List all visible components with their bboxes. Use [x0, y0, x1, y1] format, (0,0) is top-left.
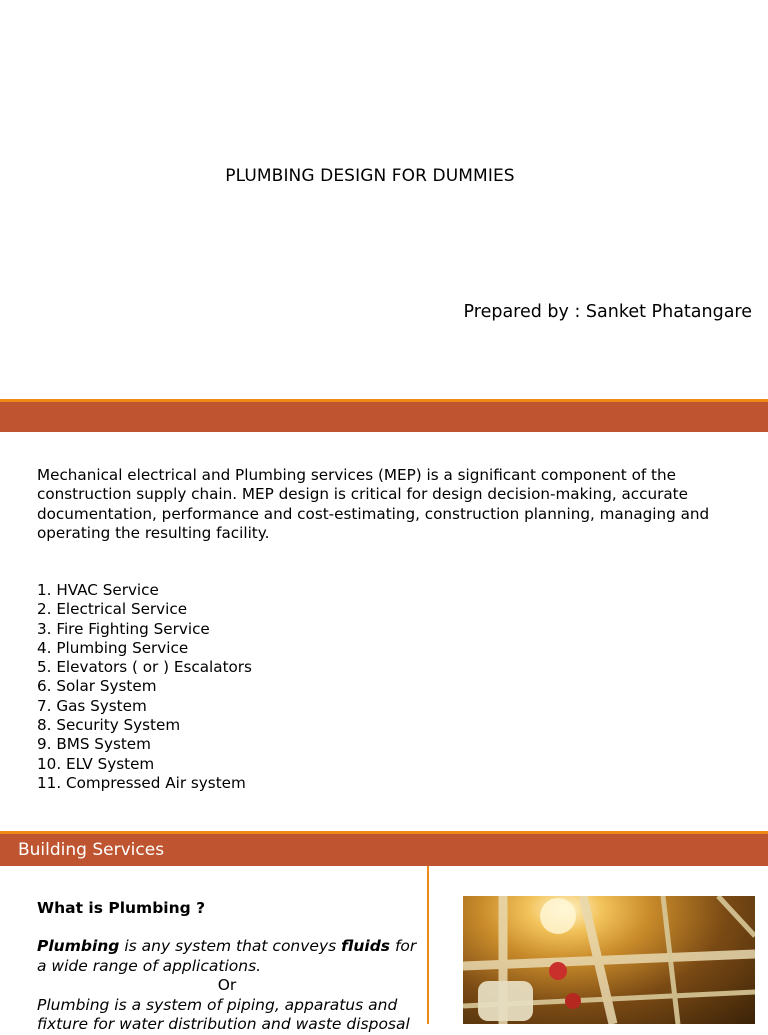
list-item: 7. Gas System: [37, 696, 147, 715]
mep-intro-paragraph: Mechanical electrical and Plumbing services (MEP) is a significant component of the construction supply chain. MEP design is critical for design decision-making, accurate documentation, performance and cost-estimating, construction planning, managing and operating the resulting facility.: [37, 466, 710, 542]
list-item: 3. Fire Fighting Service: [37, 619, 210, 638]
pipes-illustration: [463, 896, 755, 1024]
plumbing-definition: [37, 937, 417, 1035]
section-heading: Building Services: [18, 840, 165, 860]
list-item: 8. Security System: [37, 716, 181, 735]
slide-header-band: [0, 399, 768, 432]
author-line: Prepared by : Sanket Phatangare: [463, 302, 752, 322]
definition-text: is any system that conveys: [119, 937, 342, 955]
column-divider: [427, 866, 429, 1024]
plumbing-photo: [463, 896, 755, 1024]
services-list: [37, 581, 252, 793]
list-item: 2. Electrical Service: [37, 600, 188, 619]
list-item: 1. HVAC Service: [37, 581, 159, 599]
term-plumbing: Plumbing: [37, 937, 120, 955]
building-services-band: [0, 831, 768, 866]
list-item: 6. Solar System: [37, 677, 157, 696]
alternate-definition: Plumbing is a system of piping, apparatus and fixture for water distribution and waste disposal: [37, 995, 410, 1033]
list-item: 10. ELV System: [37, 754, 155, 773]
list-item: 4. Plumbing Service: [37, 638, 189, 657]
list-item: 11. Compressed Air system: [37, 773, 246, 792]
term-fluids: fluids: [341, 937, 391, 955]
list-item: 9. BMS System: [37, 735, 151, 754]
definition-text: for a wide range of applications.: [37, 937, 417, 975]
list-item: 5. Elevators ( or ) Escalators: [37, 658, 252, 677]
presentation-title: PLUMBING DESIGN FOR DUMMIES: [225, 166, 515, 186]
title-slide: [0, 0, 768, 400]
or-separator: Or: [217, 976, 237, 994]
question-heading: What is Plumbing ?: [37, 899, 206, 917]
